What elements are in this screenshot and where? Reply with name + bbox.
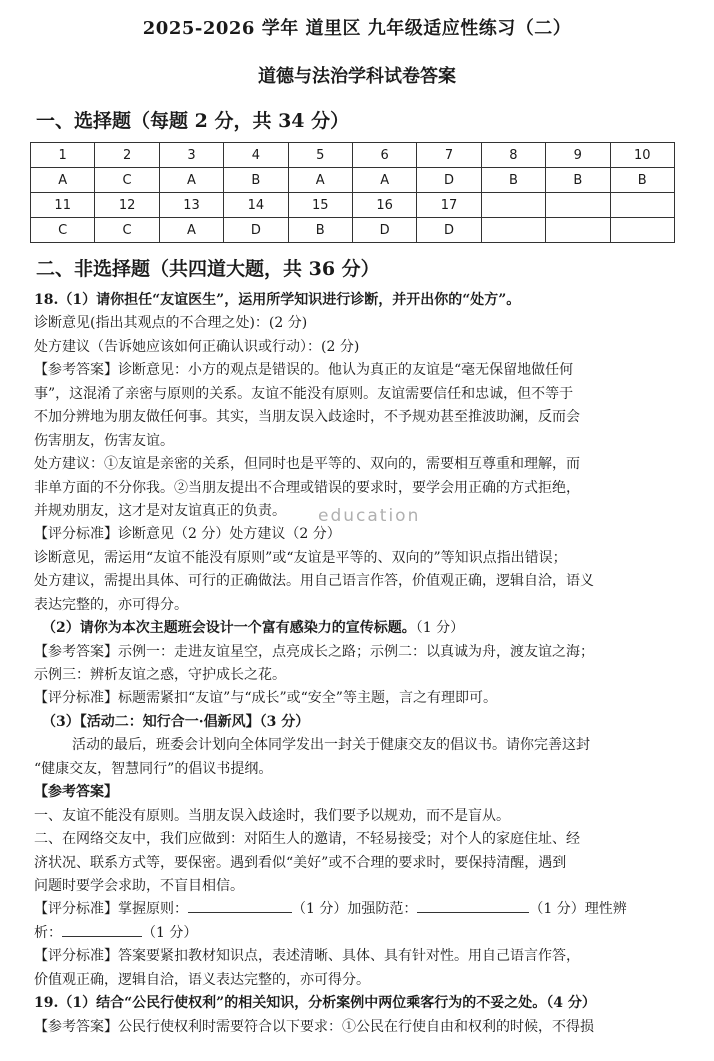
question-number-cell: 13 [159, 193, 223, 218]
answer-cell: B [288, 218, 352, 243]
scoring-text: 析： [34, 924, 62, 941]
reference-answer-line: 【参考答案】诊断意见：小方的观点是错误的。他认为真正的友谊是“毫无保留地做任何 [34, 362, 574, 379]
question-number-cell: 17 [417, 193, 481, 218]
question-number-cell: 2 [95, 143, 159, 168]
question-number-cell: 11 [31, 193, 95, 218]
question-19-1: 19.（1）结合“公民行使权利”的相关知识，分析案例中两位乘客行为的不妥之处。（4 分） [34, 995, 596, 1012]
answer-cell: B [610, 168, 674, 193]
answer-cell: B [224, 168, 288, 193]
question-number-cell: 15 [288, 193, 352, 218]
question-number-row [31, 143, 675, 168]
scoring-standard-line: 处方建议，需提出具体、可行的正确做法。用自己语言作答，价值观正确，逻辑自洽，语义 [34, 573, 594, 590]
reference-answer-line: 二、在网络交友中，我们应做到：对陌生人的邀请，不轻易接受；对个人的家庭住址、经 [34, 831, 580, 848]
answer-cell: A [159, 218, 223, 243]
document-subtitle: 道德与法治学科试卷答案 [258, 66, 456, 87]
fill-blank-line [62, 922, 142, 937]
activity-intro-line: “健康交友，智慧同行”的倡议书提纲。 [34, 760, 273, 777]
answer-cell [546, 218, 610, 243]
question-number-cell: 5 [288, 143, 352, 168]
watermark: education [318, 506, 421, 526]
answer-cell: C [95, 218, 159, 243]
answer-cell: D [417, 168, 481, 193]
section-multiple-choice-heading: 一、选择题（每题 2 分，共 34 分） [36, 110, 350, 132]
reference-answer-line: 一、友谊不能没有原则。当朋友误入歧途时，我们要予以规劝，而不是盲从。 [34, 807, 510, 824]
scoring-standard-line: 【评分标准】答案要紧扣教材知识点，表述清晰、具体、具有针对性。用自己语言作答， [34, 948, 580, 965]
question-number-cell: 6 [352, 143, 416, 168]
question-number-cell: 1 [31, 143, 95, 168]
question-number-cell: 12 [95, 193, 159, 218]
question-number-cell [481, 193, 545, 218]
answer-cell [481, 218, 545, 243]
answer-cell: A [352, 168, 416, 193]
reference-answer-line: 【参考答案】公民行使权利时需要符合以下要求：①公民在行使自由和权利的时候，不得损 [34, 1018, 594, 1035]
reference-answer-line: 问题时要学会求助，不盲目相信。 [34, 877, 244, 894]
fill-blank-line [417, 898, 529, 913]
reference-answer-line: 示例三：辨析友谊之惑，守护成长之花。 [34, 667, 286, 683]
answer-cell: B [546, 168, 610, 193]
question-number-cell: 16 [352, 193, 416, 218]
question-18-2-text: （2）请你为本次主题班会设计一个富有感染力的宣传标题。 [42, 620, 416, 637]
reference-answer-line: 非单方面的不分你我。②当朋友提出不合理或错误的要求时，要学会用正确的方式拒绝， [34, 479, 580, 496]
reference-answer-line: 【参考答案】示例一：走进友谊星空，点亮成长之路；示例二：以真诚为舟，渡友谊之海； [34, 643, 594, 660]
section-open-questions-heading: 二、非选择题（共四道大题，共 36 分） [36, 258, 380, 280]
question-number-cell: 14 [224, 193, 288, 218]
scoring-text: （1 分）加强防范： [292, 901, 418, 918]
reference-answer-line: 济状况、联系方式等，要保密。遇到看似“美好”或不合理的要求时，要保持清醒，遇到 [34, 854, 567, 871]
reference-answer-line: 伤害朋友，伤害友谊。 [34, 432, 174, 449]
answer-cell: C [95, 168, 159, 193]
answer-cell: A [31, 168, 95, 193]
answer-cell: D [224, 218, 288, 243]
reference-answer-line: 并规劝朋友，这才是对友谊真正的负责。 [34, 502, 286, 519]
activity-intro-line: 活动的最后，班委会计划向全体同学发出一封关于健康交友的倡议书。请你完善这封 [72, 737, 590, 754]
document-title: 2025-2026 学年 道里区 九年级适应性练习（二） [142, 18, 572, 39]
question-18-2-score: （1 分） [415, 620, 465, 637]
reference-answer-label: 【参考答案】 [34, 784, 118, 801]
answer-cell: D [352, 218, 416, 243]
question-number-cell: 9 [546, 143, 610, 168]
answer-cell: A [159, 168, 223, 193]
scoring-standard-line: 价值观正确，逻辑自洽，语义表达完整的，亦可得分。 [34, 971, 370, 988]
answer-row [31, 218, 675, 243]
question-number-cell: 8 [481, 143, 545, 168]
question-18-1: 18.（1）请你担任“友谊医生”，运用所学知识进行诊断，并开出你的“处方”。 [34, 292, 521, 308]
answer-cell [610, 218, 674, 243]
scoring-text: 【评分标准】掌握原则： [34, 901, 188, 918]
scoring-standard-line: 【评分标准】诊断意见（2 分）处方建议（2 分） [34, 526, 341, 543]
question-number-cell: 3 [159, 143, 223, 168]
reference-answer-line: 不加分辨地为朋友做任何事。其实，当朋友误入歧途时，不予规劝甚至推波助澜，反而会 [34, 409, 580, 426]
requirement-diagnosis: 诊断意见(指出其观点的不合理之处)：(2 分) [34, 315, 308, 332]
answer-cell: C [31, 218, 95, 243]
question-number-cell: 10 [610, 143, 674, 168]
reference-answer-line: 处方建议：①友谊是亲密的关系，但同时也是平等的、双向的，需要相互尊重和理解，而 [34, 456, 580, 473]
question-number-cell [610, 193, 674, 218]
answer-table [30, 142, 675, 243]
answer-cell: A [288, 168, 352, 193]
question-18-2 [34, 617, 674, 640]
scoring-standard-line [34, 922, 674, 945]
answer-cell: D [417, 218, 481, 243]
answer-cell: B [481, 168, 545, 193]
question-18-3: （3）【活动二：知行合一·倡新风】（3 分） [42, 713, 310, 730]
question-number-cell [546, 193, 610, 218]
scoring-text: （1 分）理性辨 [529, 901, 627, 918]
scoring-standard-line: 表达完整的，亦可得分。 [34, 596, 188, 613]
reference-answer-line: 事”，这混淆了亲密与原则的关系。友谊不能没有原则。友谊需要信任和忠诚，但不等于 [34, 385, 574, 402]
question-number-row [31, 193, 675, 218]
scoring-text: （1 分） [142, 924, 198, 941]
scoring-standard-line: 诊断意见，需运用“友谊不能没有原则”或“友谊是平等的、双向的”等知识点指出错误； [34, 549, 567, 566]
answer-body [34, 289, 674, 1039]
requirement-prescription: 处方建议（告诉她应该如何正确认识或行动）：(2 分) [34, 338, 360, 355]
answer-row [31, 168, 675, 193]
question-number-cell: 7 [417, 143, 481, 168]
scoring-standard-line [34, 898, 674, 921]
scoring-standard-line: 【评分标准】标题需紧扣“友谊”与“成长”或“安全”等主题，言之有理即可。 [34, 690, 497, 707]
question-number-cell: 4 [224, 143, 288, 168]
fill-blank-line [188, 898, 292, 913]
